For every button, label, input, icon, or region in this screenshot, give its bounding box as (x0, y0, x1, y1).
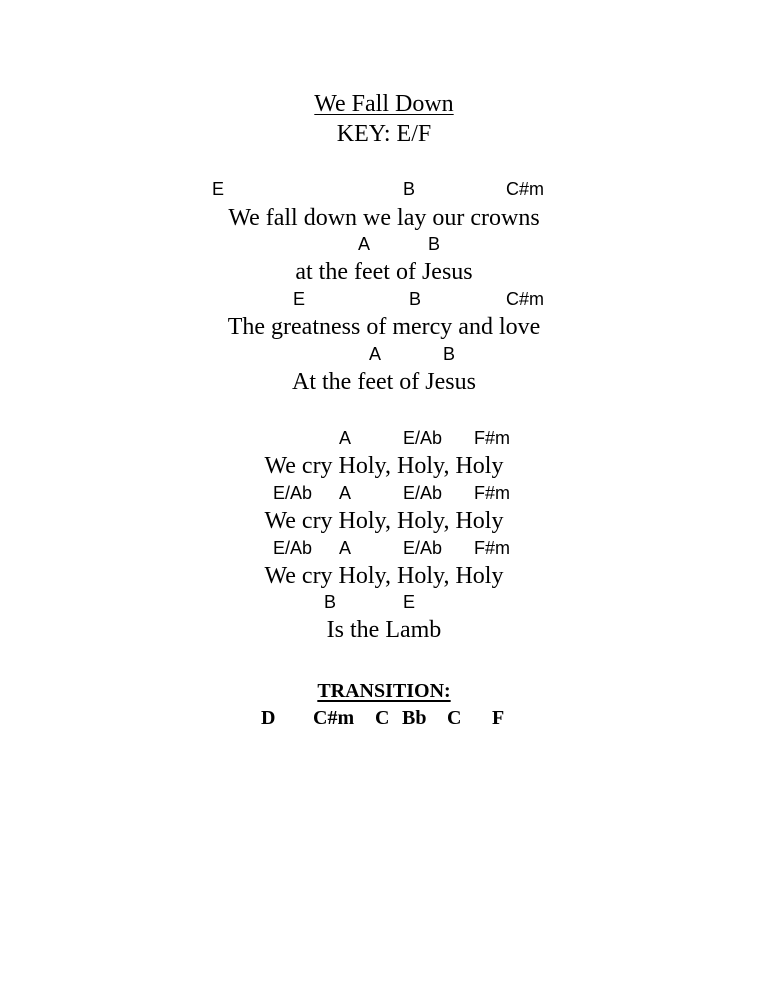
chord: E/Ab (403, 538, 443, 558)
lyric-line: We cry Holy, Holy, Holy (264, 508, 504, 534)
chord: F#m (474, 538, 510, 558)
chord: B (428, 234, 441, 254)
chord: A (339, 483, 352, 503)
transition-chord: Bb (402, 707, 427, 729)
chord: E (212, 179, 225, 199)
lyric-line: at the feet of Jesus (295, 259, 473, 285)
chord: C#m (506, 289, 545, 309)
chord: E/Ab (273, 538, 313, 558)
chord: E/Ab (403, 428, 443, 448)
chord: A (339, 428, 352, 448)
chord: E/Ab (273, 483, 313, 503)
chord: C#m (506, 179, 545, 199)
lyric-line: At the feet of Jesus (292, 369, 476, 395)
chord: E/Ab (403, 483, 443, 503)
chord: F#m (474, 428, 510, 448)
chord: A (358, 234, 371, 254)
chord: F#m (474, 483, 510, 503)
transition-chord: C (375, 707, 390, 729)
chord: E (403, 592, 416, 612)
transition-chord: C (447, 707, 462, 729)
song-title: We Fall Down (314, 91, 454, 117)
chord: B (403, 179, 416, 199)
transition-chord: D (261, 707, 276, 729)
lyric-line: The greatness of mercy and love (227, 314, 541, 340)
chord: E (293, 289, 306, 309)
lyric-line: We fall down we lay our crowns (228, 205, 540, 231)
lyric-line: We cry Holy, Holy, Holy (264, 563, 504, 589)
chord: B (409, 289, 422, 309)
transition-chord: F (492, 707, 505, 729)
transition-chord: C#m (313, 707, 355, 729)
lyric-line: Is the Lamb (326, 617, 442, 643)
chord: A (369, 344, 382, 364)
lyric-line: We cry Holy, Holy, Holy (264, 453, 504, 479)
chord: A (339, 538, 352, 558)
song-key: KEY: E/F (336, 121, 432, 147)
transition-heading: TRANSITION: (317, 680, 451, 702)
chord: B (443, 344, 456, 364)
chord: B (324, 592, 337, 612)
